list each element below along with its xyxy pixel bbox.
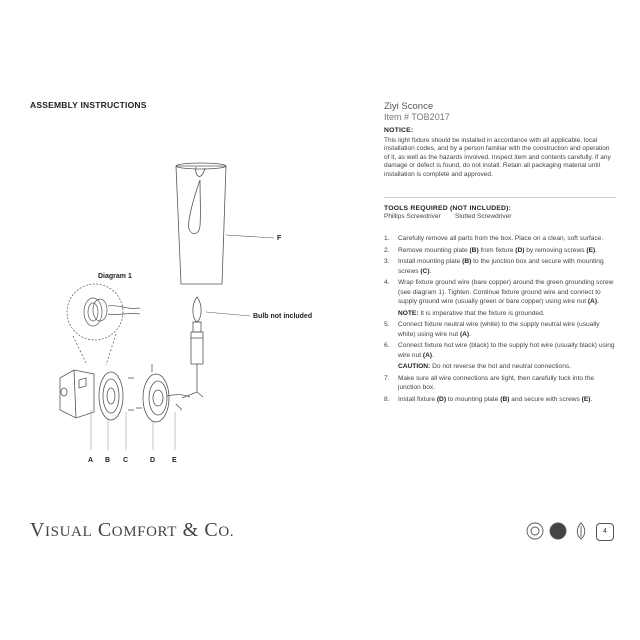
- part-label-e: E: [172, 457, 177, 464]
- item-number: Item # TOB2017: [384, 112, 450, 122]
- page-number: 4: [596, 523, 614, 541]
- part-label-c: C: [123, 457, 129, 464]
- part-ref: (B): [500, 395, 510, 403]
- step-text: .: [597, 298, 599, 305]
- note-text: It is imperative that the fixture is grounded.: [418, 309, 545, 317]
- part-ref: (B): [462, 258, 472, 265]
- part-ref: (A): [459, 330, 470, 338]
- junction-box-a: [60, 370, 94, 418]
- step-text: and secure with screws: [509, 395, 582, 403]
- etl-listed-icon: [527, 523, 543, 539]
- step-item: [384, 341, 616, 360]
- step-text: .: [595, 246, 598, 254]
- step-text: to the junction box and secure with mounting screws: [398, 258, 604, 275]
- part-ref: (C): [420, 267, 430, 275]
- part-label-a: A: [88, 457, 94, 464]
- step-number: 6.: [384, 342, 390, 349]
- step-item: [384, 395, 616, 405]
- step-text: from fixture: [478, 246, 516, 254]
- step-item: [384, 234, 616, 244]
- step-text: to mounting plate: [446, 395, 501, 403]
- part-ref: (B): [469, 246, 479, 254]
- fixture-d: [143, 364, 190, 422]
- step-text: .: [429, 267, 432, 275]
- step-item: [384, 374, 616, 393]
- product-name: Ziyi Sconce: [384, 101, 434, 112]
- step-number: 7.: [384, 374, 390, 382]
- etl-inner-icon: [531, 527, 539, 535]
- step-number: 1.: [384, 235, 390, 242]
- step-text: Wrap fixture ground wire (bare copper) around the green grounding screw (see diagram 1). Tighten. Continue fixture ground wire and connect to supply ground wire (usually green or bare copper) using wire nut: [398, 279, 614, 305]
- notice-heading: NOTICE:: [384, 127, 414, 134]
- part-ref: (D): [436, 395, 447, 403]
- screws-c: [128, 378, 134, 410]
- step-text: Install mounting plate: [398, 258, 463, 265]
- tool-slotted: Slotted Screwdriver: [455, 213, 512, 220]
- tools-heading: TOOLS REQUIRED (NOT INCLUDED):: [384, 205, 512, 212]
- step-number: 8.: [384, 395, 390, 403]
- part-ref: (E): [586, 246, 596, 254]
- part-ref: (E): [581, 395, 591, 403]
- step-text: Make sure all wire connections are tight, then carefully tuck into the junction box.: [398, 374, 595, 391]
- step-text: Install fixture: [398, 395, 437, 403]
- part-label-d: D: [150, 457, 156, 464]
- diagram-1-label: Diagram 1: [98, 273, 132, 280]
- step-number: 5.: [384, 321, 390, 328]
- note-line: [384, 309, 616, 319]
- caution-label: CAUTION:: [398, 363, 431, 370]
- step-number: 3.: [384, 258, 390, 265]
- bulb-not-included-label: Bulb not included: [253, 313, 313, 320]
- shade-label-f: F: [277, 235, 282, 242]
- assembly-instructions-heading: ASSEMBLY INSTRUCTIONS: [30, 100, 147, 110]
- notice-body: This light fixture should be installed in accordance with all applicable, local installation codes, and by a person familiar with the construction and operation of it, as well as the hazards involved. Inspect item and contents carefully. If any damage or defect is found, do not install. Retain all packaging material until installation is complete and approved.: [384, 137, 611, 178]
- part-label-b: B: [105, 457, 111, 464]
- steps-list: [384, 234, 616, 406]
- caution-text: Do not reverse the hot and neutral connections.: [430, 363, 571, 370]
- step-item: [384, 278, 616, 307]
- part-ref: (D): [515, 246, 525, 254]
- note-label: NOTE:: [398, 309, 419, 317]
- step-text: Carefully remove all parts from the box. Place on a clean, soft surface.: [398, 235, 604, 242]
- brand-logo: VISUAL COMFORT & CO.: [30, 519, 235, 541]
- certification-icons: [524, 520, 592, 542]
- caution-line: [384, 362, 616, 372]
- step-text: by removing screws: [524, 246, 587, 254]
- step-text: Connect fixture neutral wire (white) to the supply neutral wire (usually white) using wire nut: [398, 321, 600, 338]
- step-text: .: [432, 351, 434, 359]
- assembly-diagram: [0, 0, 380, 480]
- step-text: Remove mounting plate: [398, 246, 470, 254]
- bulb-drawing: [182, 297, 250, 398]
- screws-e: [136, 404, 182, 410]
- step-item: [384, 257, 616, 276]
- diagram-1-detail: [67, 284, 140, 365]
- ul-certification-icon: [550, 523, 566, 539]
- step-text: Connect fixture hot wire (black) to the supply hot wire (usually black) using wire nut: [398, 342, 615, 359]
- tool-phillips: Phillips Screwdriver: [384, 213, 441, 220]
- leader-lines: [91, 410, 175, 450]
- section-divider: [384, 197, 616, 198]
- step-text: .: [469, 330, 471, 338]
- step-item: [384, 246, 616, 256]
- step-item: [384, 320, 616, 339]
- step-number: 2.: [384, 246, 390, 254]
- shade-drawing: [176, 163, 274, 284]
- step-text: .: [590, 395, 593, 403]
- part-ref: (A): [587, 298, 598, 305]
- step-number: 4.: [384, 279, 390, 286]
- part-ref: (A): [422, 351, 433, 359]
- mounting-plate-b: [99, 372, 123, 420]
